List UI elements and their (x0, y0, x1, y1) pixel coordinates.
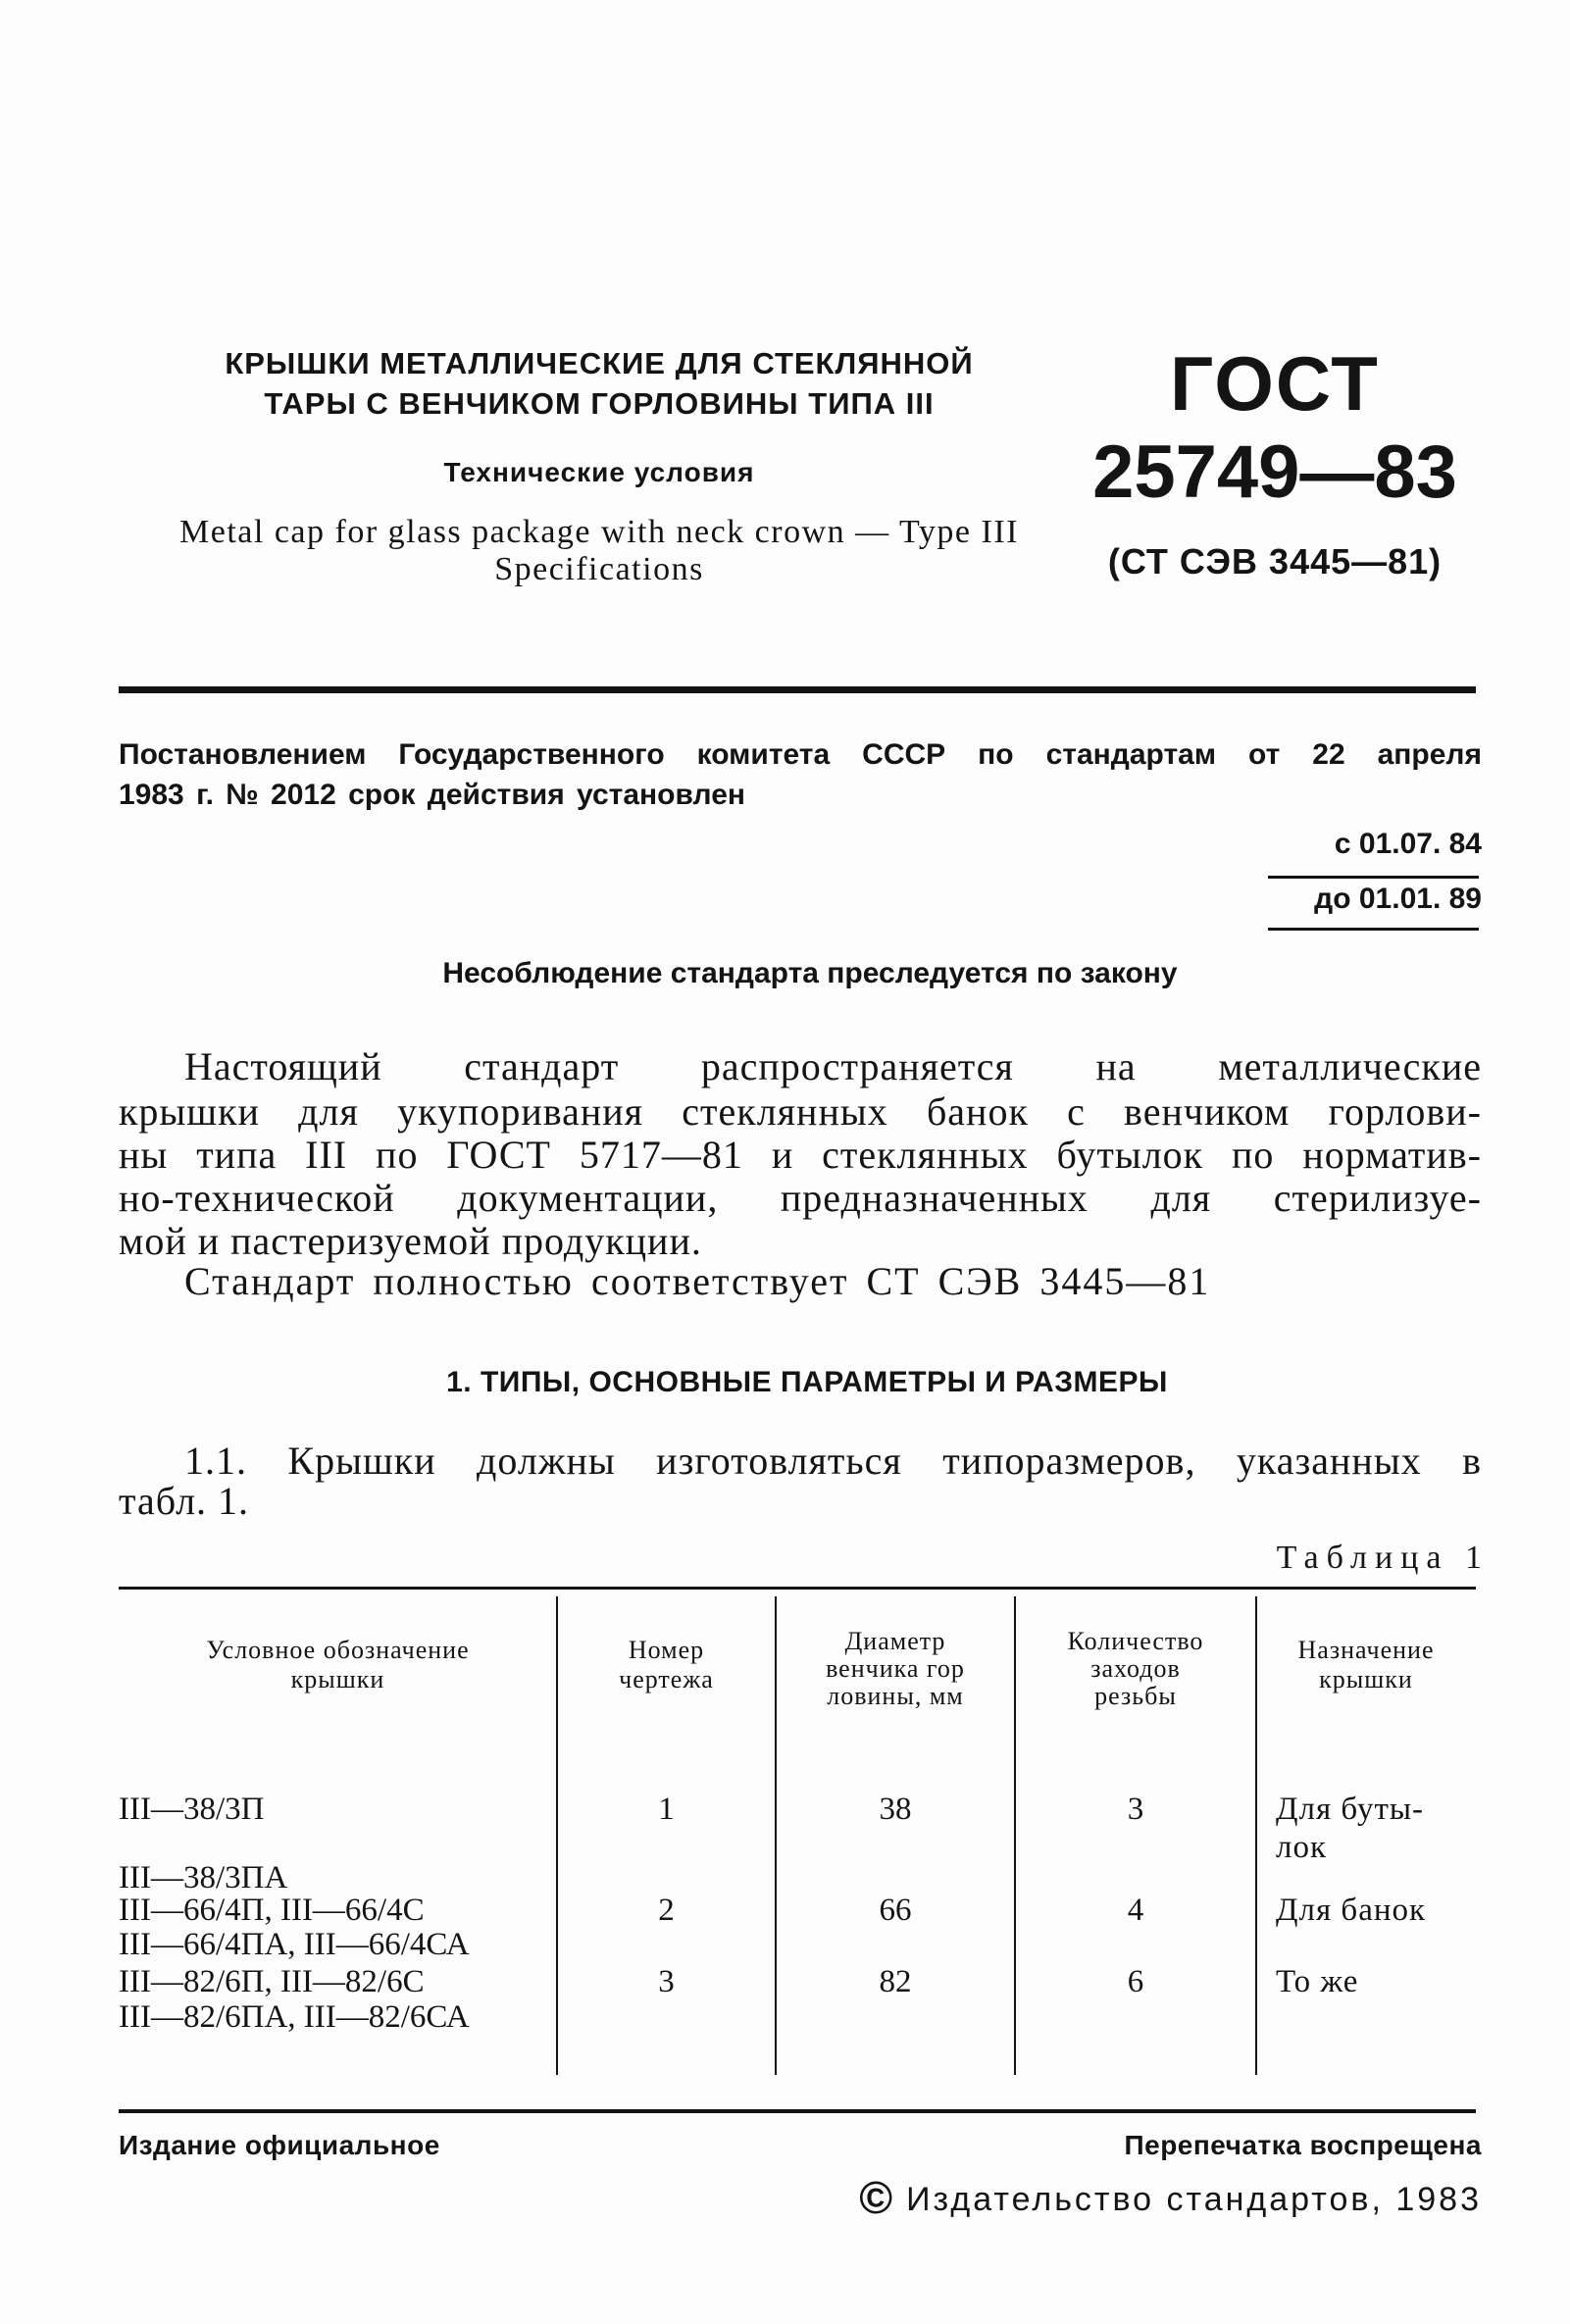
intro-line: мой и пастеризуемой продукции. (119, 1219, 702, 1263)
header-text: венчика гор (826, 1654, 965, 1683)
validity-underline (1268, 928, 1479, 931)
title-line-1: КРЫШКИ МЕТАЛЛИЧЕСКИЕ ДЛЯ СТЕКЛЯННОЙ (225, 346, 974, 380)
validity-divider (1268, 876, 1479, 879)
table-caption: Таблица 1 (1276, 1540, 1490, 1576)
copyright-line (775, 2172, 1482, 2228)
table-top-border (119, 1587, 1476, 1590)
compliance-statement: Стандарт полностью соответствует СТ СЭВ 3445—81 (184, 1259, 1211, 1303)
valid-from: с 01.07. 84 (1334, 828, 1482, 860)
header-text: крышки (1319, 1665, 1413, 1693)
intro-line: крышки для укупоривания стеклянных банок с венчиком горлови- (119, 1089, 1482, 1134)
publisher: Издательство стандартов, 1983 (906, 2181, 1482, 2218)
clause-line: табл. 1. (119, 1479, 250, 1523)
reprint-notice: Перепечатка воспрещена (1124, 2130, 1482, 2160)
header-text: заходов (1090, 1654, 1181, 1683)
header-text: ловины, мм (827, 1682, 964, 1710)
subtitle: Технические условия (443, 457, 755, 487)
cell-designation: III—82/6ПА, III—82/6СА (119, 1999, 470, 2035)
valid-to: до 01.01. 89 (1314, 883, 1482, 915)
title-line-2: ТАРЫ С ВЕНЧИКОМ ГОРЛОВИНЫ ТИПА III (264, 386, 935, 421)
intro-line: но-технической документации, предназначенных для стерилизуе- (119, 1176, 1482, 1220)
header-text: крышки (290, 1665, 385, 1693)
legal-warning: Несоблюдение стандарта преследуется по закону (442, 957, 1178, 989)
gost-number: 25749—83 (1092, 430, 1457, 514)
decree-line-1: Постановлением Государственного комитета СССР по стандартам от 22 апреля (119, 738, 1482, 771)
intro-line: ны типа III по ГОСТ 5717—81 и стеклянных бутылок по норматив- (119, 1133, 1482, 1177)
english-title-line-2: Specifications (494, 551, 704, 587)
header-text: Назначение (1297, 1636, 1435, 1664)
cell-drawing-number: 1 (658, 1792, 675, 1827)
cell-purpose: лок (1276, 1830, 1328, 1865)
column-header-drawing-number (557, 1636, 776, 1694)
cell-thread-starts: 4 (1127, 1893, 1144, 1928)
cell-drawing-number: 3 (658, 1964, 675, 1999)
intro-line: Настоящий стандарт распространяется на металлические (184, 1044, 1482, 1088)
column-header-purpose (1256, 1636, 1476, 1694)
header-text: резьбы (1094, 1682, 1177, 1710)
cell-crown-diameter: 66 (879, 1893, 912, 1928)
edition-note: Издание официальное (119, 2130, 440, 2160)
english-title-line-1: Metal cap for glass package with neck crown — Type III (179, 514, 1019, 550)
column-header-crown-diameter (776, 1628, 1015, 1710)
cell-designation: III—66/4П, III—66/4С (119, 1893, 425, 1928)
cell-crown-diameter: 82 (879, 1964, 912, 1999)
cell-crown-diameter: 38 (879, 1792, 912, 1827)
header-text: Условное обозначение (206, 1636, 470, 1664)
cell-designation: III—82/6П, III—82/6С (119, 1964, 425, 1999)
header-text: Диаметр (844, 1627, 946, 1655)
cell-thread-starts: 3 (1127, 1792, 1144, 1827)
cmea-reference: (СТ СЭВ 3445—81) (1107, 541, 1443, 581)
column-header-designation (119, 1636, 557, 1694)
clause-line: 1.1. Крышки должны изготовляться типоразмеров, указанных в (184, 1439, 1482, 1483)
copyright-icon: © (859, 2172, 893, 2223)
cell-purpose: То же (1276, 1964, 1359, 1999)
header-text: Номер (628, 1636, 705, 1664)
footer-divider (119, 2109, 1476, 2113)
cell-purpose: Для буты- (1276, 1792, 1425, 1827)
cell-drawing-number: 2 (658, 1893, 675, 1928)
cell-designation: III—38/3П (119, 1792, 265, 1827)
cell-designation: III—66/4ПА, III—66/4СА (119, 1927, 470, 1962)
section-heading: 1. ТИПЫ, ОСНОВНЫЕ ПАРАМЕТРЫ И РАЗМЕРЫ (446, 1366, 1168, 1398)
cell-thread-starts: 6 (1127, 1964, 1144, 1999)
header-text: чертежа (619, 1665, 714, 1693)
cell-purpose: Для банок (1276, 1893, 1427, 1928)
header-text: Количество (1067, 1627, 1204, 1655)
decree-line-2: 1983 г. № 2012 срок действия установлен (119, 779, 745, 811)
header-divider (119, 686, 1476, 693)
gost-label: ГОСТ (1170, 340, 1380, 427)
cell-designation: III—38/3ПА (119, 1860, 288, 1895)
column-header-thread-starts (1015, 1628, 1256, 1710)
